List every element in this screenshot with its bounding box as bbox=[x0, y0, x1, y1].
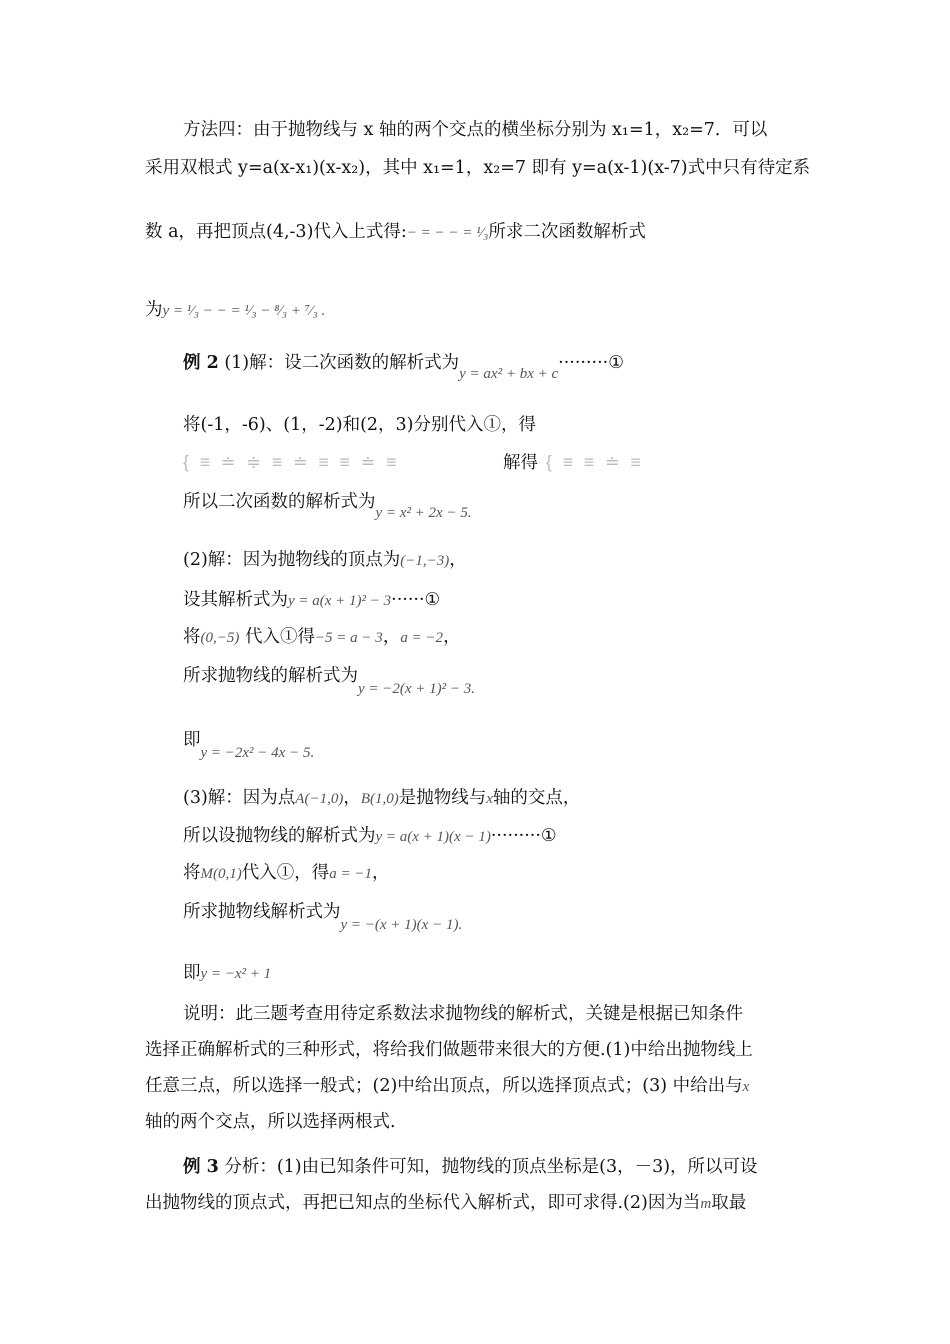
formula: y = a(x + 1)(x − 1) bbox=[375, 829, 491, 845]
text: 将 bbox=[183, 863, 201, 883]
text: 即 bbox=[183, 963, 201, 983]
text: 出抛物线的顶点式，再把已知点的坐标代入解析式，即可求得.(2)因为当 bbox=[145, 1193, 701, 1213]
example2-line11 bbox=[183, 862, 390, 885]
text: 所以二次函数的解析式为 bbox=[183, 492, 376, 512]
note-line2: 选择正确解析式的三种形式，将给我们做题带来很大的方便.(1)中给出抛物线上 bbox=[145, 1040, 753, 1060]
formula: M(0,1) bbox=[200, 866, 242, 882]
example-label: 例 3 bbox=[183, 1157, 219, 1177]
example2-line12 bbox=[183, 901, 463, 933]
text: 代入①得 bbox=[239, 627, 315, 647]
formula: y = −(x + 1)(x − 1). bbox=[340, 917, 463, 933]
example2-line4 bbox=[183, 549, 467, 572]
text: ， bbox=[449, 550, 467, 570]
text: 将 bbox=[183, 627, 201, 647]
text: (1)解：设二次函数的解析式为 bbox=[218, 353, 460, 373]
text: 代入①，得 bbox=[241, 863, 330, 883]
example2-line3 bbox=[183, 491, 472, 521]
formula: y = x² + 2x − 5. bbox=[375, 505, 472, 521]
formula: a = −2 bbox=[400, 630, 444, 646]
text: 轴的交点， bbox=[492, 788, 581, 808]
formula: B(1,0) bbox=[360, 791, 399, 807]
note-line4: 轴的两个交点，所以选择两根式. bbox=[145, 1112, 396, 1132]
text: ， bbox=[382, 627, 401, 647]
example3-line1 bbox=[183, 1156, 758, 1178]
formula: (0,−5) bbox=[200, 630, 240, 646]
formula: x bbox=[742, 1079, 750, 1095]
example2-line13 bbox=[183, 962, 271, 985]
text: ·········① bbox=[558, 353, 624, 373]
text: 取最 bbox=[711, 1193, 747, 1213]
example3-line2 bbox=[145, 1192, 746, 1215]
text: 所求抛物线的解析式为 bbox=[183, 666, 358, 686]
text: 为 bbox=[145, 300, 163, 320]
text: 任意三点，所以选择一般式；(2)中给出顶点，所以选择顶点式；(3) 中给出与 bbox=[145, 1076, 743, 1096]
formula: A(−1,0) bbox=[295, 791, 344, 807]
example2-line10 bbox=[183, 825, 557, 848]
text: 即 bbox=[183, 730, 201, 750]
text: ······① bbox=[391, 590, 441, 610]
example2-line8 bbox=[183, 729, 315, 761]
method4-line2: 采用双根式 y=a(x-x₁)(x-x₂)，其中 x₁=1，x₂=7 即有 y=a(x-1)(x-7)式中只有待定系 bbox=[145, 158, 811, 178]
example2-line6 bbox=[183, 626, 461, 649]
text: ·········① bbox=[490, 826, 557, 846]
solution-system: { ≡ ≡ ≐ ≡ bbox=[546, 452, 644, 472]
example2-line2: 将(-1，-6)、(1，-2)和(2，3)分别代入①，得 bbox=[183, 415, 537, 435]
formula: − = − − = ¹⁄₃ bbox=[406, 225, 489, 241]
formula: y = a(x + 1)² − 3 bbox=[288, 593, 392, 609]
example2-system bbox=[183, 451, 644, 474]
formula: (−1,−3) bbox=[400, 553, 450, 569]
note-line1: 说明：此三题考查用待定系数法求抛物线的解析式，关键是根据已知条件 bbox=[183, 1004, 743, 1024]
equation-system: { ≡ ≐ ≑ ≡ ≐ ≡ ≡ ≐ ≡ bbox=[183, 452, 400, 472]
example2-line5 bbox=[183, 589, 440, 612]
text: 是抛物线与 bbox=[398, 788, 487, 808]
formula: y = ¹⁄₃ − − = ¹⁄₃ − ⁸⁄₃ + ⁷⁄₃ . bbox=[162, 303, 326, 319]
text: ， bbox=[372, 863, 390, 883]
example2-line7 bbox=[183, 665, 476, 697]
formula: y = −x² + 1 bbox=[200, 966, 272, 982]
method4-line4 bbox=[145, 299, 325, 322]
text: ， bbox=[443, 627, 461, 647]
text: 所以设抛物线的解析式为 bbox=[183, 826, 376, 846]
method4-line1: 方法四：由于抛物线与 x 轴的两个交点的横坐标分别为 x₁=1，x₂=7．可以 bbox=[183, 120, 768, 140]
formula: y = −2(x + 1)² − 3. bbox=[358, 681, 476, 697]
text: 所求二次函数解析式 bbox=[488, 222, 646, 242]
formula: −5 = a − 3 bbox=[314, 630, 383, 646]
formula: y = −2x² − 4x − 5. bbox=[200, 745, 315, 761]
method4-line3 bbox=[145, 221, 646, 244]
text: 所求抛物线解析式为 bbox=[183, 902, 341, 922]
text: (2)解：因为抛物线的顶点为 bbox=[183, 550, 401, 570]
formula: y = ax² + bx + c bbox=[459, 366, 559, 382]
formula: a = −1 bbox=[329, 866, 372, 882]
text: 分析：(1)由已知条件可知，抛物线的顶点坐标是(3，－3)，所以可设 bbox=[218, 1157, 758, 1177]
example-label: 例 2 bbox=[183, 353, 219, 373]
formula: m bbox=[700, 1196, 712, 1212]
text: 解得 bbox=[503, 453, 538, 473]
text: 数 a，再把顶点(4,-3)代入上式得: bbox=[145, 222, 407, 242]
text: (3)解：因为点 bbox=[183, 788, 296, 808]
example2-line1 bbox=[183, 352, 624, 382]
note-line3 bbox=[145, 1075, 749, 1098]
text: 设其解析式为 bbox=[183, 590, 288, 610]
formula: x bbox=[486, 791, 493, 807]
example2-line9 bbox=[183, 787, 580, 810]
text: ， bbox=[343, 788, 361, 808]
